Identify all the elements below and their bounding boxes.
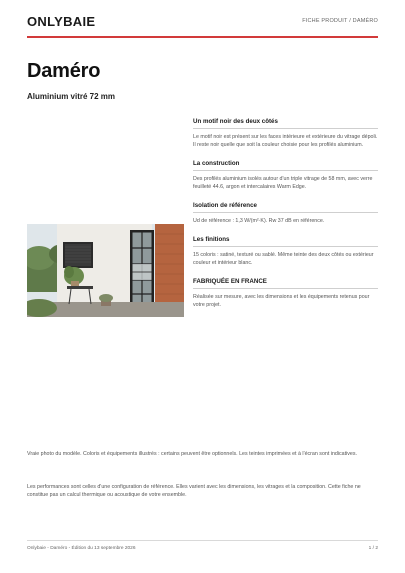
performance-disclaimer: Les performances sont celles d'une configuration de référence. Elles varient avec les dimensions, les vitrages et la composition. Cette fiche ne constitue pas un calcul thermique ou acoustique de votre ensemble. xyxy=(27,484,361,498)
section-title: La construction xyxy=(193,160,378,171)
section-title: Isolation de référence xyxy=(193,202,378,213)
section-motif xyxy=(193,118,378,149)
brand-logo: ONLYBAIE xyxy=(27,14,96,29)
section-isolation xyxy=(193,202,378,225)
feature-sections xyxy=(193,118,378,320)
section-title: FABRIQUÉE EN FRANCE xyxy=(193,278,378,289)
section-fabrication xyxy=(193,278,378,309)
header-divider xyxy=(27,36,378,38)
footer-edition: Onlybaie - Daméro - Édition du 13 septembre 2026 xyxy=(27,546,136,551)
product-title: Daméro xyxy=(27,60,101,82)
document-type: FICHE PRODUIT / DAMÉRO xyxy=(302,18,378,24)
footer-divider xyxy=(27,540,378,541)
section-text: Réalisée sur mesure, avec les dimensions et les équipements retenus pour votre projet. xyxy=(193,294,370,308)
section-title: Un motif noir des deux côtés xyxy=(193,118,378,129)
product-photo xyxy=(27,224,184,317)
section-text: Le motif noir est présent sur les faces intérieure et extérieure du vitrage dépoli. Il reste noir quelle que soit la couleur choisie pour les profilés aluminium. xyxy=(193,134,378,148)
section-text: Des profilés aluminium isolés autour d'un triple vitrage de 58 mm, avec verre feuilleté 44.6, argon et intercalaires Warm Edge. xyxy=(193,176,373,190)
section-title: Les finitions xyxy=(193,236,378,247)
section-text: Ud de référence : 1,3 W/(m²·K). Rw 37 dB en référence. xyxy=(193,218,325,224)
section-finitions xyxy=(193,236,378,267)
photo-disclaimer: Vraie photo du modèle. Coloris et équipements illustrés : certains peuvent être optionnels. Les teintes imprimées et à l'écran sont indicatives. xyxy=(27,451,357,457)
product-subtitle: Aluminium vitré 72 mm xyxy=(27,92,116,101)
section-text: 15 coloris : satiné, texturé ou sablé. Même teinte des deux côtés ou extérieur couleur et intérieur blanc. xyxy=(193,252,374,266)
section-construction xyxy=(193,160,378,191)
page-number: 1 / 2 xyxy=(368,546,378,551)
